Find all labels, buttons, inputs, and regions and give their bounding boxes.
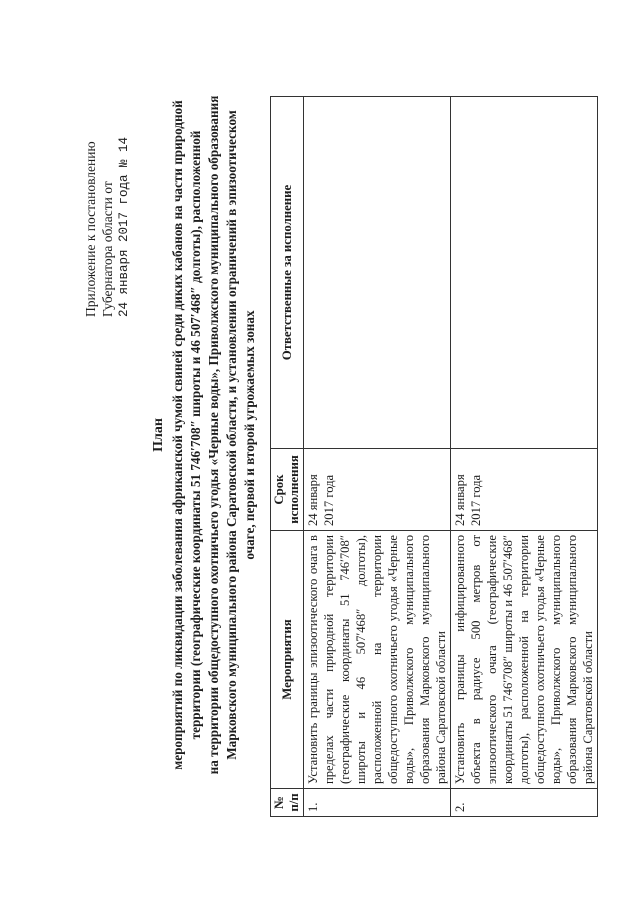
row-measure: Установить границы инфицированного объекта в радиусе 500 метров от эпизоотического очага (географические координаты 51 746′708″ широты и 46 507′468″ долготы), расположенной на территории общедоступного охотничьего угодья «Черные воды», Приволжского муниципального образования Марковского муниципального района Саратовской области <box>451 531 598 789</box>
row-num: 1. <box>304 789 451 817</box>
plan-title-line-3: на территории общедоступного охотничьего угодья «Черные воды», Приволжского муниципального образования <box>206 95 221 775</box>
plan-title-line-5: очаге, первой и второй угрожаемых зонах <box>242 310 257 560</box>
row-deadline: 24 января 2017 года <box>451 449 598 531</box>
row-num: 2. <box>451 789 598 817</box>
row-responsible <box>451 97 598 449</box>
row-deadline: 24 января 2017 года <box>304 449 451 531</box>
appendix-line-1: Приложение к постановлению <box>83 141 98 317</box>
table-row <box>304 97 451 817</box>
row-responsible <box>304 97 451 449</box>
header-deadline: Срок исполнения <box>271 449 304 531</box>
plan-title-line-4: Марковского муниципального района Саратовской области, и установлении ограничений в эпизоотическом <box>224 110 239 760</box>
measures-table <box>270 96 598 817</box>
plan-title <box>150 85 259 785</box>
plan-title-line-2: территории (географические координаты 51 746′708″ широты и 46 507′468″ долготы), расположенной <box>188 130 203 740</box>
header-num: № п/п <box>271 789 304 817</box>
plan-heading: План <box>151 418 166 452</box>
plan-title-line-1: мероприятий по ликвидации заболевания африканской чумой свиней среди диких кабанов на части природной <box>170 100 185 770</box>
row-measure: Установить границы эпизоотического очага в пределах части природной территории (географические координаты 51 746′708″ широты и 46 507′468″ долготы), расположенной на территории общедоступного охотничьего угодья «Черные воды», Приволжского муниципального образования Марковского муниципального района Саратовской области <box>304 531 451 789</box>
table-row <box>451 97 598 817</box>
appendix-note <box>82 17 133 317</box>
header-responsible: Ответственные за исполнение <box>271 97 304 449</box>
header-measures: Мероприятия <box>271 531 304 789</box>
table-header-row <box>271 97 304 817</box>
appendix-line-3: 24 января 2017 года № 14 <box>117 136 131 317</box>
appendix-line-2: Губернатора области от <box>100 181 115 317</box>
